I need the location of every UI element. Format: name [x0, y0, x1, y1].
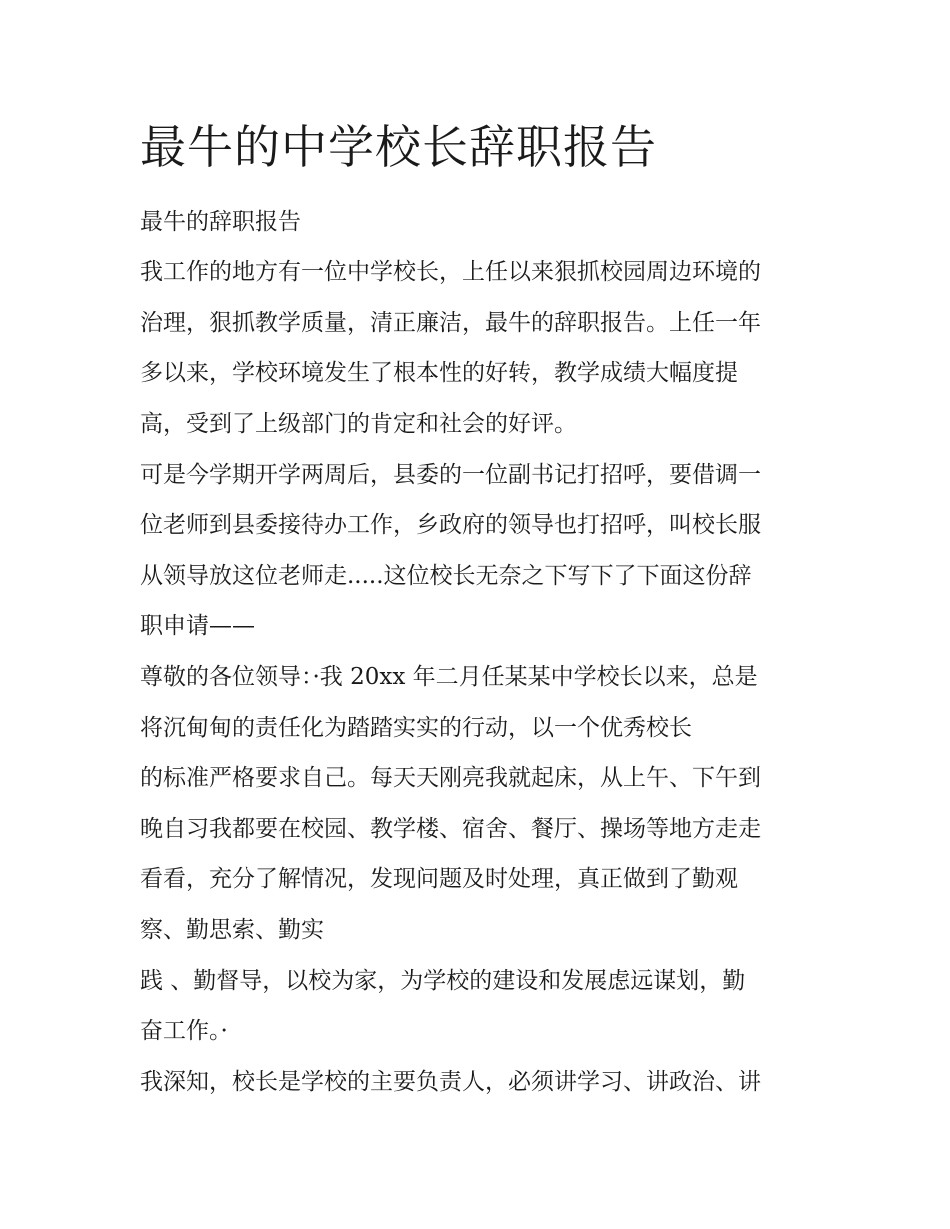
body-line: 职申请——	[140, 613, 255, 639]
body-line: 多以来，学校环境发生了根本性的好转，教学成绩大幅度提	[140, 360, 738, 386]
subtitle-line: 最牛的辞职报告	[140, 209, 301, 235]
body-line: 晚自习我都要在校园、教学楼、宿舍、餐厅、操场等地方走走	[140, 816, 761, 842]
body-line: 可是今学期开学两周后，县委的一位副书记打招呼，要借调一	[140, 462, 761, 488]
body-line: 从领导放这位老师走.....这位校长无奈之下写下了下面这份辞	[140, 563, 752, 589]
body-line: 位老师到县委接待办工作，乡政府的领导也打招呼，叫校长服	[140, 512, 761, 538]
body-line: 奋工作。·	[140, 1018, 228, 1044]
body-line: 的标准严格要求自己。每天天刚亮我就起床，从上午、下午到	[140, 765, 761, 791]
body-line: 将沉甸甸的责任化为踏踏实实的行动，以一个优秀校长	[140, 715, 692, 741]
document-title: 最牛的中学校长辞职报告	[140, 120, 657, 174]
body-line: 践 、勤督导，以校为家，为学校的建设和发展虑远谋划，勤	[140, 968, 746, 994]
body-line: 我深知，校长是学校的主要负责人，必须讲学习、讲政治、讲	[140, 1069, 761, 1095]
body-line: 治理，狠抓教学质量，清正廉洁，最牛的辞职报告。上任一年	[140, 310, 761, 336]
body-line: 尊敬的各位领导：·我 20xx 年二月任某某中学校长以来，总是	[140, 664, 758, 690]
body-line: 我工作的地方有一位中学校长，上任以来狠抓校园周边环境的	[140, 259, 761, 285]
body-line: 看看，充分了解情况，发现问题及时处理，真正做到了勤观	[140, 866, 738, 892]
body-line: 察、勤思索、勤实	[140, 917, 324, 943]
body-line: 高，受到了上级部门的肯定和社会的好评。	[140, 411, 577, 437]
